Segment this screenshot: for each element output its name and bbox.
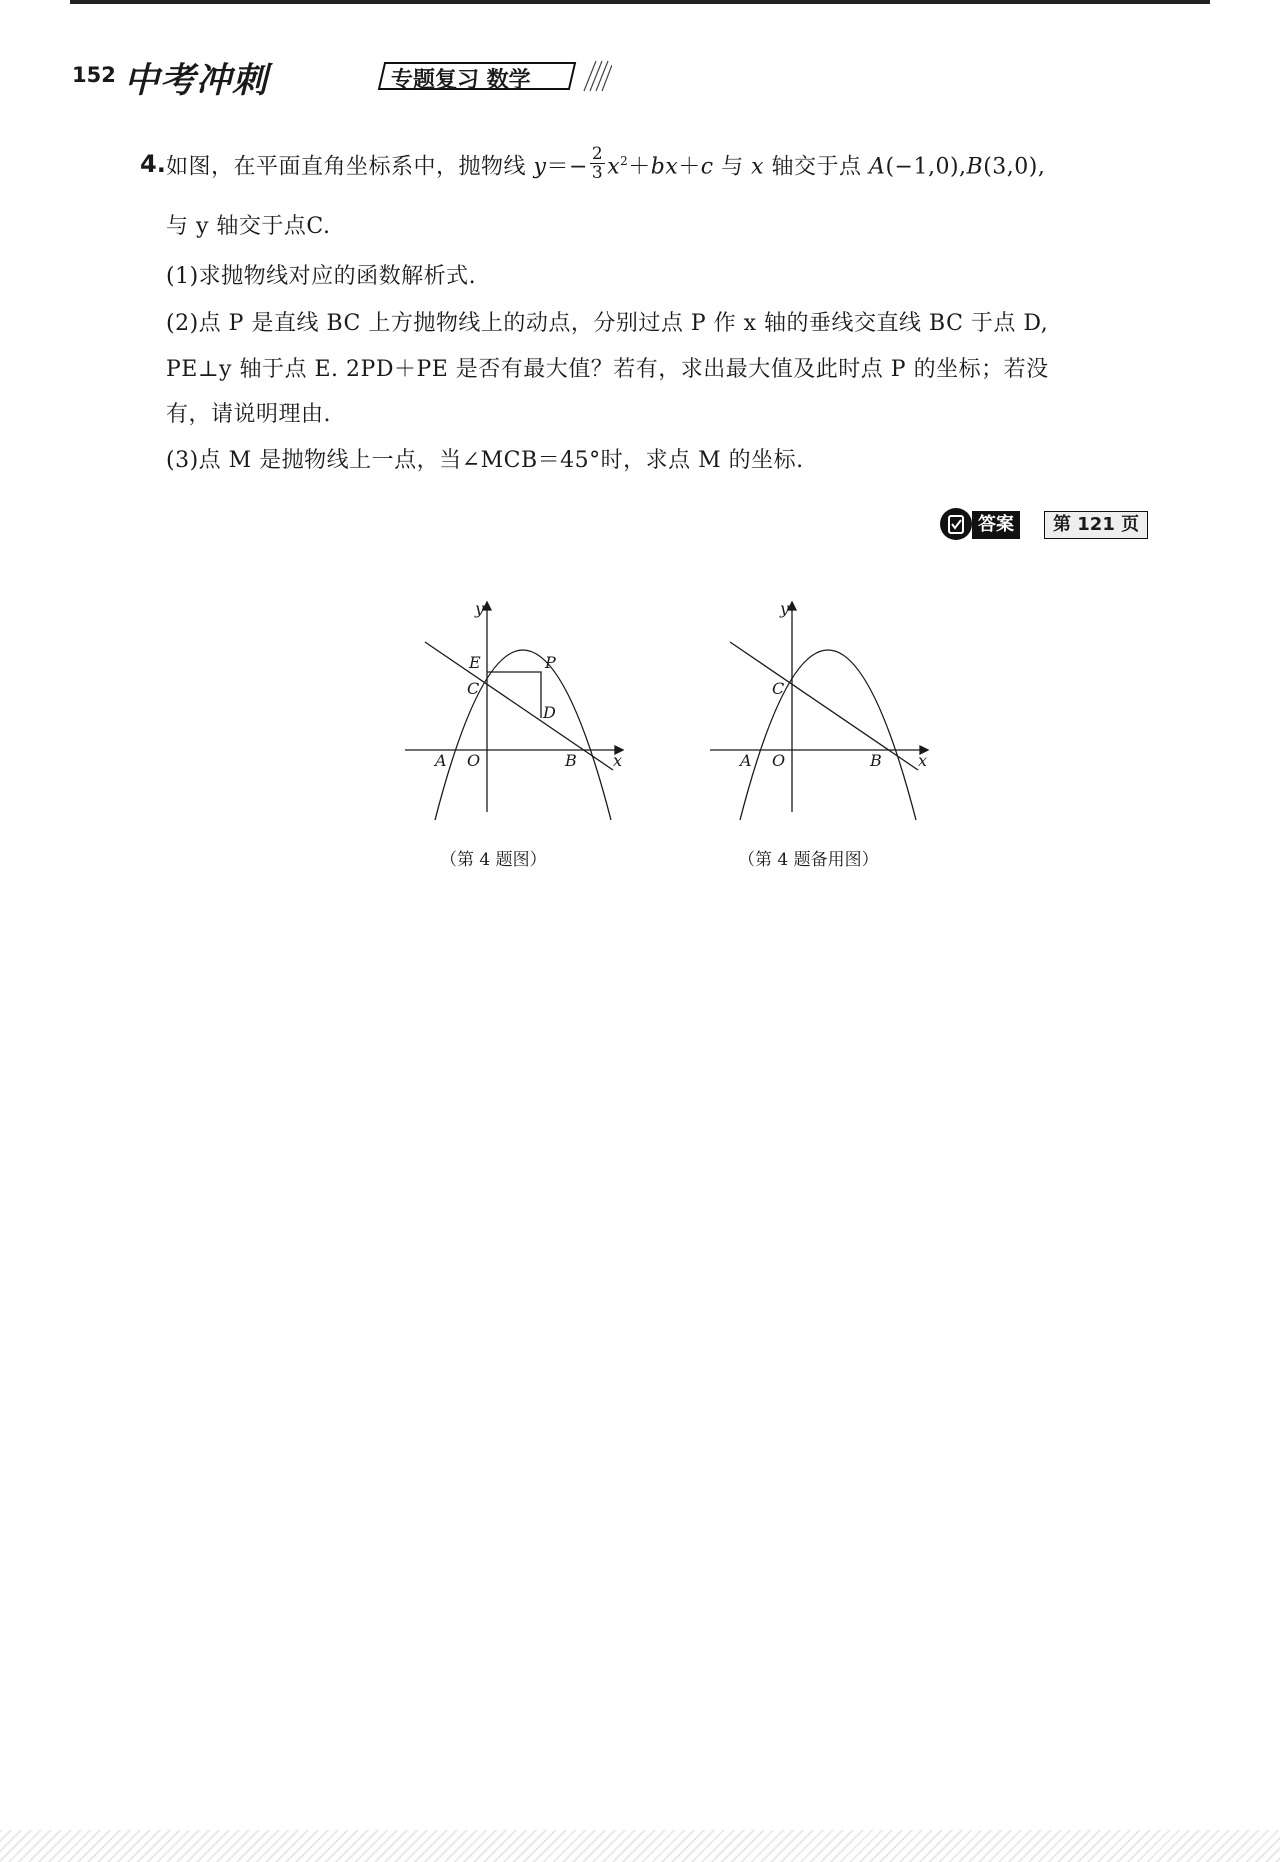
page-bottom-texture (0, 1830, 1280, 1862)
answer-icon (940, 508, 972, 540)
problem-text: 轴交于点 (764, 154, 870, 180)
figure-main (395, 590, 635, 820)
parabola (740, 650, 916, 820)
problem-line-1: 如图，在平面直角坐标系中，抛物线 y＝− $\frac{2}{3}$ $x^2+bx+c$ 与 x 轴交于点 A(−1,0),B(3,0), (166, 144, 1046, 183)
part-2-line-3: 有，请说明理由. (166, 402, 331, 427)
label-o: O (467, 751, 481, 770)
problem-text: 与 (713, 154, 752, 180)
answer-page: 第 121 页 (1044, 511, 1148, 539)
point-b-coords: (3,0), (983, 154, 1046, 180)
part-1: (1)求抛物线对应的函数解析式. (166, 264, 477, 289)
answer-label: 答案 (972, 511, 1020, 539)
label-o: O (772, 751, 786, 770)
label-y: y (475, 599, 485, 618)
label-x: x (613, 751, 623, 770)
line-bc (425, 642, 613, 770)
line-bc (730, 642, 918, 770)
parabola (435, 650, 611, 820)
label-d: D (543, 703, 556, 722)
section-tag (377, 61, 577, 91)
math-y: y (533, 154, 547, 180)
label-y: y (780, 599, 790, 618)
part-3: (3)点 M 是抛物线上一点，当∠MCB＝45°时，求点 M 的坐标. (166, 448, 804, 473)
problem-line-2: 与 y 轴交于点C. (166, 214, 331, 239)
math-fraction: $\frac{2}{3}$ (591, 144, 604, 183)
segments-pe-pd (487, 672, 541, 718)
label-a: A (435, 751, 447, 770)
math-term: x (607, 154, 621, 180)
label-b: B (870, 751, 882, 770)
part-2-line-1: (2)点 P 是直线 BC 上方抛物线上的动点，分别过点 P 作 x 轴的垂线交直线 BC 于点 D, (166, 311, 1049, 336)
y-axis-arrow (483, 602, 491, 610)
label-c: C (772, 679, 785, 698)
part-2-line-2: PE⊥y 轴于点 E. 2PD＋PE 是否有最大值？若有，求出最大值及此时点 P 的坐标；若没 (166, 357, 1049, 382)
y-axis-arrow (788, 602, 796, 610)
label-e: E (469, 653, 481, 672)
label-x: x (918, 751, 928, 770)
figure-backup (700, 590, 940, 820)
label-c: C (467, 679, 480, 698)
decorative-stripes (582, 59, 612, 93)
answer-reference (940, 508, 1150, 542)
label-b: B (565, 751, 577, 770)
problem-text: 如图，在平面直角坐标系中，抛物线 (166, 154, 534, 180)
series-title: 中考冲刺 (124, 61, 269, 101)
section-tag-label: 专题复习 数学 (391, 68, 531, 93)
page-header (72, 55, 592, 101)
page-number: 152 (72, 63, 116, 87)
point-a-coords: (−1,0), (885, 154, 967, 180)
figure-main-caption: （第 4 题图） (440, 850, 547, 870)
label-a: A (740, 751, 752, 770)
label-p: P (545, 653, 556, 672)
figure-backup-caption: （第 4 题备用图） (738, 850, 879, 870)
question-number: 4. (140, 150, 166, 178)
top-rule (70, 0, 1210, 4)
